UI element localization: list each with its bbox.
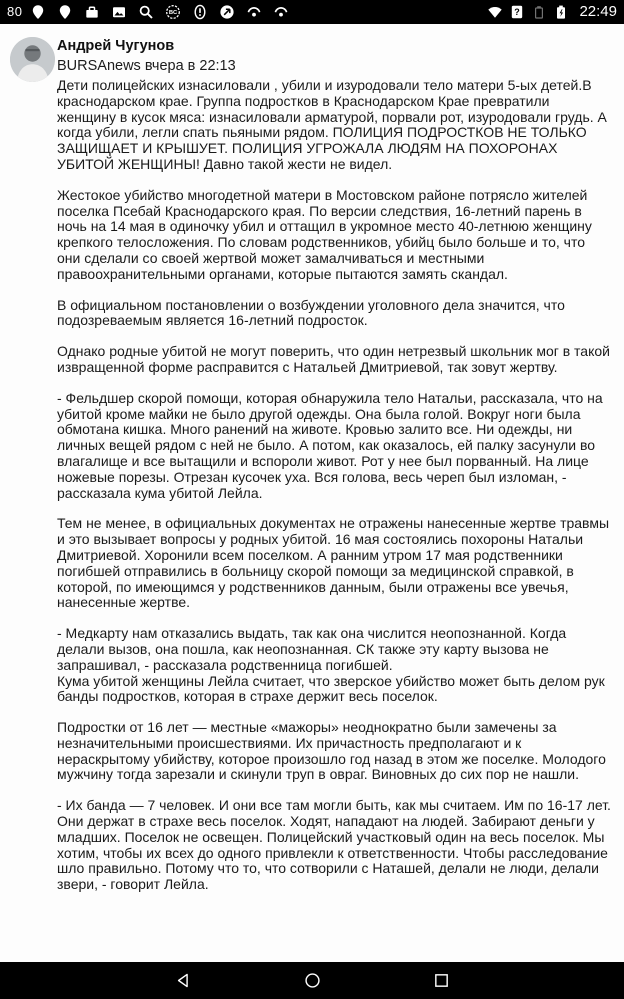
notification-count-badge: 80 (7, 4, 23, 19)
map-pin-icon (30, 4, 46, 20)
post-paragraph-group (57, 626, 612, 705)
svg-text:?: ? (514, 7, 521, 18)
post (0, 24, 624, 962)
battery-charging-icon (553, 4, 569, 20)
post-source-and-time: BURSAnews вчера в 22:13 (57, 58, 236, 74)
avatar-photo-icon (10, 37, 55, 82)
post-paragraph: - Фельдшер скорой помощи, которая обнаружила тело Натальи, рассказала, что на убитой кроме майки не было другой одежды. Она была голой. Вокруг ноги была обмотана кишка. Много ранений на животе. Кровью залито все. Ни одежды, ни личных вещей рядом с ней не было. А потом, как оказалось, ей палку засунули во влагалище и все вытащили и вспороли живот. Рот у нее был порванный. На лице ножевые порезы. Отрезан кусочек уха. Вся голова, весь череп был изломан, - рассказала кума убитой Лейла. (57, 389, 603, 501)
battery-empty-icon (531, 4, 547, 20)
status-bar-system-icons (487, 0, 617, 24)
map-pin-icon (57, 4, 73, 20)
gallery-icon (111, 4, 127, 20)
post-paragraph: Подростки от 16 лет — местные «мажоры» неоднократно были замечены за незначительными происшествиями. Их причастность предполагают и к нераскрытому убийству, которое произошло год назад в этом же поселке. Молодого мужчину тогда зарезали и скинули труп в овраг. Виновных до сих пор не нашли. (57, 719, 606, 783)
send-circle-icon (219, 4, 235, 20)
post-paragraph: - Их банда — 7 человек. И они все там могли быть, как мы считаем. Им по 16-17 лет. Они держат в страхе весь поселок. Ходят, нападают на людей. Забирают деньги у младших. Поселок не освещен. Полицейский участковый один на весь поселок. Мы хотим, чтобы их всех до одного привлекли к ответственности. Чтобы расследование шло правильно. Потому что то, что сотворили с Наташей, делали не люди, делали звери, - говорит Лейла. (57, 797, 611, 893)
post-paragraph: Тем не менее, в официальных документах не отражены нанесенные жертве травмы и это вызывает вопросы у родных убитой. 16 мая состоялись похороны Натальи Дмитриевой. Хоронили всем поселком. А ранним утром 17 мая родственники погибшей отправились в больницу скорой помощи за медицинской справкой, в которой, по имеющимся у родственников данным, были отражены все увечья, нанесенные жертве. (57, 515, 610, 611)
recents-button[interactable] (430, 970, 452, 992)
bc-badge-icon (165, 4, 181, 20)
avatar[interactable] (10, 37, 55, 82)
wifi-icon (487, 4, 503, 20)
briefcase-icon (84, 4, 100, 20)
clock: 22:49 (579, 3, 617, 20)
post-paragraph: Однако родные убитой не могут поверить, что один нетрезвый школьник мог в такой извращенной форме расправится с Натальей Дмитриевой, так зовут жертву. (57, 343, 610, 375)
sim-question-icon (509, 4, 525, 20)
post-paragraph: Кума убитой женщины Лейла считает, что зверское убийство может быть делом рук банды подростков, которая в страхе держит весь поселок. (57, 672, 605, 705)
home-button[interactable] (301, 970, 323, 992)
post-paragraph: Дети полицейских изнасиловали , убили и изуродовали тело матери 5-ых детей.В краснодарском крае. Группа подростков в Краснодарском Крае превратили женщину в кусок мяса: изнасиловали арматурой, порвали рот, изуродовали грудь. А когда убили, легли спать пьяными рядом. ПОЛИЦИЯ ПОДРОСТКОВ НЕ ТОЛЬКО ЗАЩИЩАЕТ И КРЫШУЕТ. ПОЛИЦИЯ УГРОЖАЛА ЛЮДЯМ НА ПОХОРОНАХ УБИТОЙ ЖЕНЩИНЫ! Давно такой жести не видел. (57, 77, 607, 172)
alert-oval-icon (192, 4, 208, 20)
android-nav-bar (0, 962, 624, 999)
home-icon (304, 972, 321, 989)
recents-icon (433, 972, 450, 989)
status-bar (0, 0, 624, 24)
back-icon (175, 972, 192, 989)
post-paragraph: В официальном постановлении о возбуждении уголовного дела значится, что подозреваемым является 16-летний подросток. (57, 296, 565, 329)
back-button[interactable] (172, 970, 194, 992)
hotspot-icon (246, 4, 262, 20)
post-paragraph: Жестокое убийство многодетной матери в Мостовском районе потрясло жителей поселка Псебай Краснодарского края. По версии следствия, 16-летний парень в ночь на 14 мая в одиночку убил и оттащил в укромное место 40-летнюю женщину крепкого телосложения. По словам родственников, убийц было больше и то, что они сделали со своей жертвой может замалчиваться и местными правоохранительными органами, которые пытаются замять скандал. (57, 186, 592, 282)
author-name[interactable]: Андрей Чугунов (57, 38, 175, 54)
status-bar-notification-icons (30, 4, 289, 20)
svg-text:BC: BC (169, 10, 178, 17)
post-text (57, 78, 612, 893)
search-icon (138, 4, 154, 20)
hotspot-icon (273, 4, 289, 20)
post-paragraph: - Медкарту нам отказались выдать, так как она числится неопознанной. Когда делали вызов, она пошла, как неопознанная. СК также эту карту вызова не запрашивал, - рассказала родственница погибшей. (57, 625, 567, 673)
